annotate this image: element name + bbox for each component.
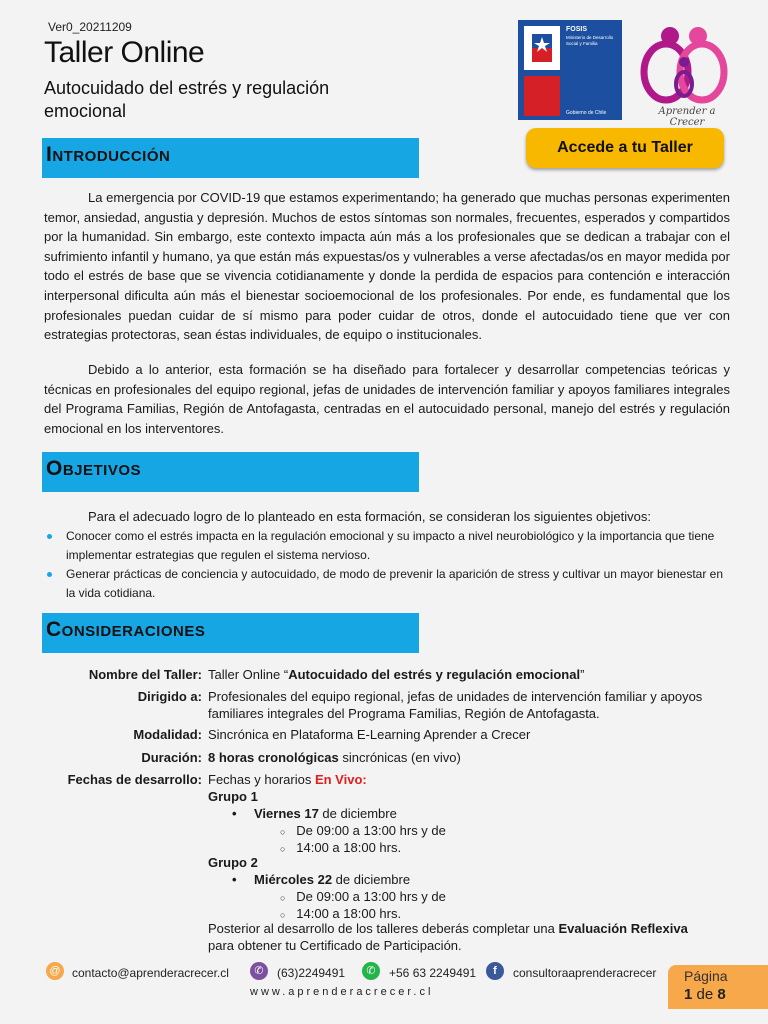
nombre-prefix: Taller Online “ [208,667,289,682]
group-1-day-bold: Viernes 17 [254,806,319,821]
group-2-day-bold: Miércoles 22 [254,872,333,887]
objective-text: Generar prácticas de conciencia y autocuidado, de modo de prevenir la aparición de stress y cultivar un mayor bienestar en la vida cotidiana. [66,567,724,600]
whatsapp-icon: ✆ [362,962,380,980]
slot-text: 14:00 a 18:00 hrs. [296,906,402,921]
email-icon: @ [46,962,64,980]
list-item [44,527,734,565]
posterior-text-a: Posterior al desarrollo de los talleres deberás completar una [208,921,559,936]
circle-bullet-icon: ○ [280,827,286,837]
objetivos-list [44,527,734,603]
fechas-value [208,771,728,788]
section-intro-header [42,138,419,178]
slot-text: De 09:00 a 13:00 hrs y de [296,889,446,904]
page-current: 1 [684,986,693,1003]
objetivos-intro-text: Para el adecuado logro de lo planteado en esta formación, se consideran los siguientes objetivos: [88,509,651,524]
fechas-label: Fechas de desarrollo: [67,772,202,787]
chile-coat-of-arms-icon [524,26,560,70]
page-title: Taller Online [44,36,205,69]
version-label: Ver0_20211209 [48,20,132,34]
section-consideraciones-header [42,613,419,653]
posterior-text-b: para obtener tu Certificado de Participación. [208,938,462,953]
bullet-icon [47,572,52,577]
objective-text: Conocer como el estrés impacta en la regulación emocional y su impacto a nivel neurobiológico y la importancia que tiene implementar estrategias que regulen el sistema nervioso. [66,529,715,562]
section-title: Introducción [46,143,171,166]
list-item [44,565,734,603]
nombre-value [208,666,728,683]
group-1-day-rest: de diciembre [318,806,397,821]
page-number [684,986,726,1003]
posterior-note [208,920,688,954]
circle-bullet-icon: ○ [280,910,286,920]
bullet-icon [47,534,52,539]
intro-paragraph-1 [44,188,730,345]
group-2-title: Grupo 2 [208,855,258,870]
aprender-a-crecer-logo [636,22,732,128]
intro-p1-text: La emergencia por COVID-19 que estamos experimentando; ha generado que muchas personas experimenten temor, ansiedad, angustia y depresión. Muchos de estos síntomas son normales, frecuentes, esperados y compartidos por la humanidad. Sin embargo, este contexto impacta aún más a los profesionales que se dedican a trabajar con el sufrimiento infantil y humano, ya que están más expuestas/os y vulnerables a verse afectadas/os en mayor medida por todo el estrés de base que se vivencia cotidianamente y donde la perdida de espacios para contención e interacción interpersonal dificulta aún más el bienestar socioemocional de los profesionales. Por ende, es fundamental que los profesionales puedan cuidar de sí mismo para poder cuidar de otros, donde el autocuidado tiene que ver con estrategias protectoras, sean éstas individuales, de equipo o institucionales. [44,190,730,343]
page-sep: de [692,986,718,1003]
facebook-icon: f [486,962,504,980]
footer-facebook[interactable]: consultoraaprenderacrecer [513,966,657,980]
modalidad-label: Modalidad: [133,727,202,742]
section-objetivos-header [42,452,419,492]
intro-paragraph-2 [44,360,730,438]
dirigido-value: Profesionales del equipo regional, jefas de unidades de intervención familiar y apoyos familiares integrales del Programa Familias, Región de Antofagasta. [208,689,703,721]
nombre-suffix: ” [580,667,585,682]
slot-text: 14:00 a 18:00 hrs. [296,840,402,855]
footer-email[interactable]: contacto@aprenderacrecer.cl [72,966,229,980]
nombre-label: Nombre del Taller: [88,667,202,682]
duracion-value [208,749,728,766]
duracion-label: Duración: [141,750,202,765]
circle-bullet-icon: ○ [280,844,286,854]
page-number-box [668,965,768,1009]
duracion-rest: sincrónicas (en vivo) [338,750,461,765]
objetivos-intro [44,507,730,527]
fosis-label: FOSIS [566,26,588,33]
posterior-bold: Evaluación Reflexiva [558,921,688,936]
nombre-bold: Autocuidado del estrés y regulación emocional [288,667,581,682]
slot-text: De 09:00 a 13:00 hrs y de [296,823,446,838]
intro-p2-text: Debido a lo anterior, esta formación se ha diseñado para fortalecer y desarrollar competencias teóricas y técnicas en profesionales del equipo regional, jefas de unidades de intervención familiar y apoyos familiares integrales del Programa Familias, Región de Antofagasta, centradas en el autocuidado personal, manejo del estrés y regulación emocional en los interventores. [44,362,730,436]
bullet-icon: • [232,806,237,821]
duracion-bold: 8 horas cronológicas [208,750,339,765]
fosis-logo [518,20,622,120]
group-1-day [232,805,397,822]
bullet-icon: • [232,872,237,887]
page-label: Página [684,968,728,984]
section-title: Consideraciones [46,618,206,641]
family-figures-icon [636,22,732,106]
list-item [280,839,401,858]
section-title: Objetivos [46,457,142,480]
dirigido-label: Dirigido a: [137,689,202,704]
fechas-highlight: En Vivo: [314,772,367,787]
group-2-day [232,871,411,888]
group-1-title: Grupo 1 [208,789,258,804]
viber-icon: ✆ [250,962,268,980]
gobierno-label: Gobierno de Chile [566,110,607,116]
fechas-prefix: Fechas y horarios [208,772,315,787]
footer-website[interactable]: www.aprenderacrecer.cl [250,986,434,998]
page-subtitle: Autocuidado del estrés y regulación emocional [44,78,330,121]
footer-whatsapp[interactable]: +56 63 2249491 [389,966,477,980]
flag-stripe [524,76,560,116]
ministerio-label: Ministerio de Desarrollo Social y Familia [566,35,614,46]
footer-phone[interactable]: (63)2249491 [277,966,346,980]
modalidad-value: Sincrónica en Plataforma E-Learning Aprender a Crecer [208,727,531,742]
group-2-day-rest: de diciembre [332,872,411,887]
page-total: 8 [717,986,726,1003]
access-workshop-button[interactable]: Accede a tu Taller [526,128,724,168]
circle-bullet-icon: ○ [280,893,286,903]
page-footer [0,960,768,1024]
brand-name: Aprender a Crecer [658,106,716,128]
